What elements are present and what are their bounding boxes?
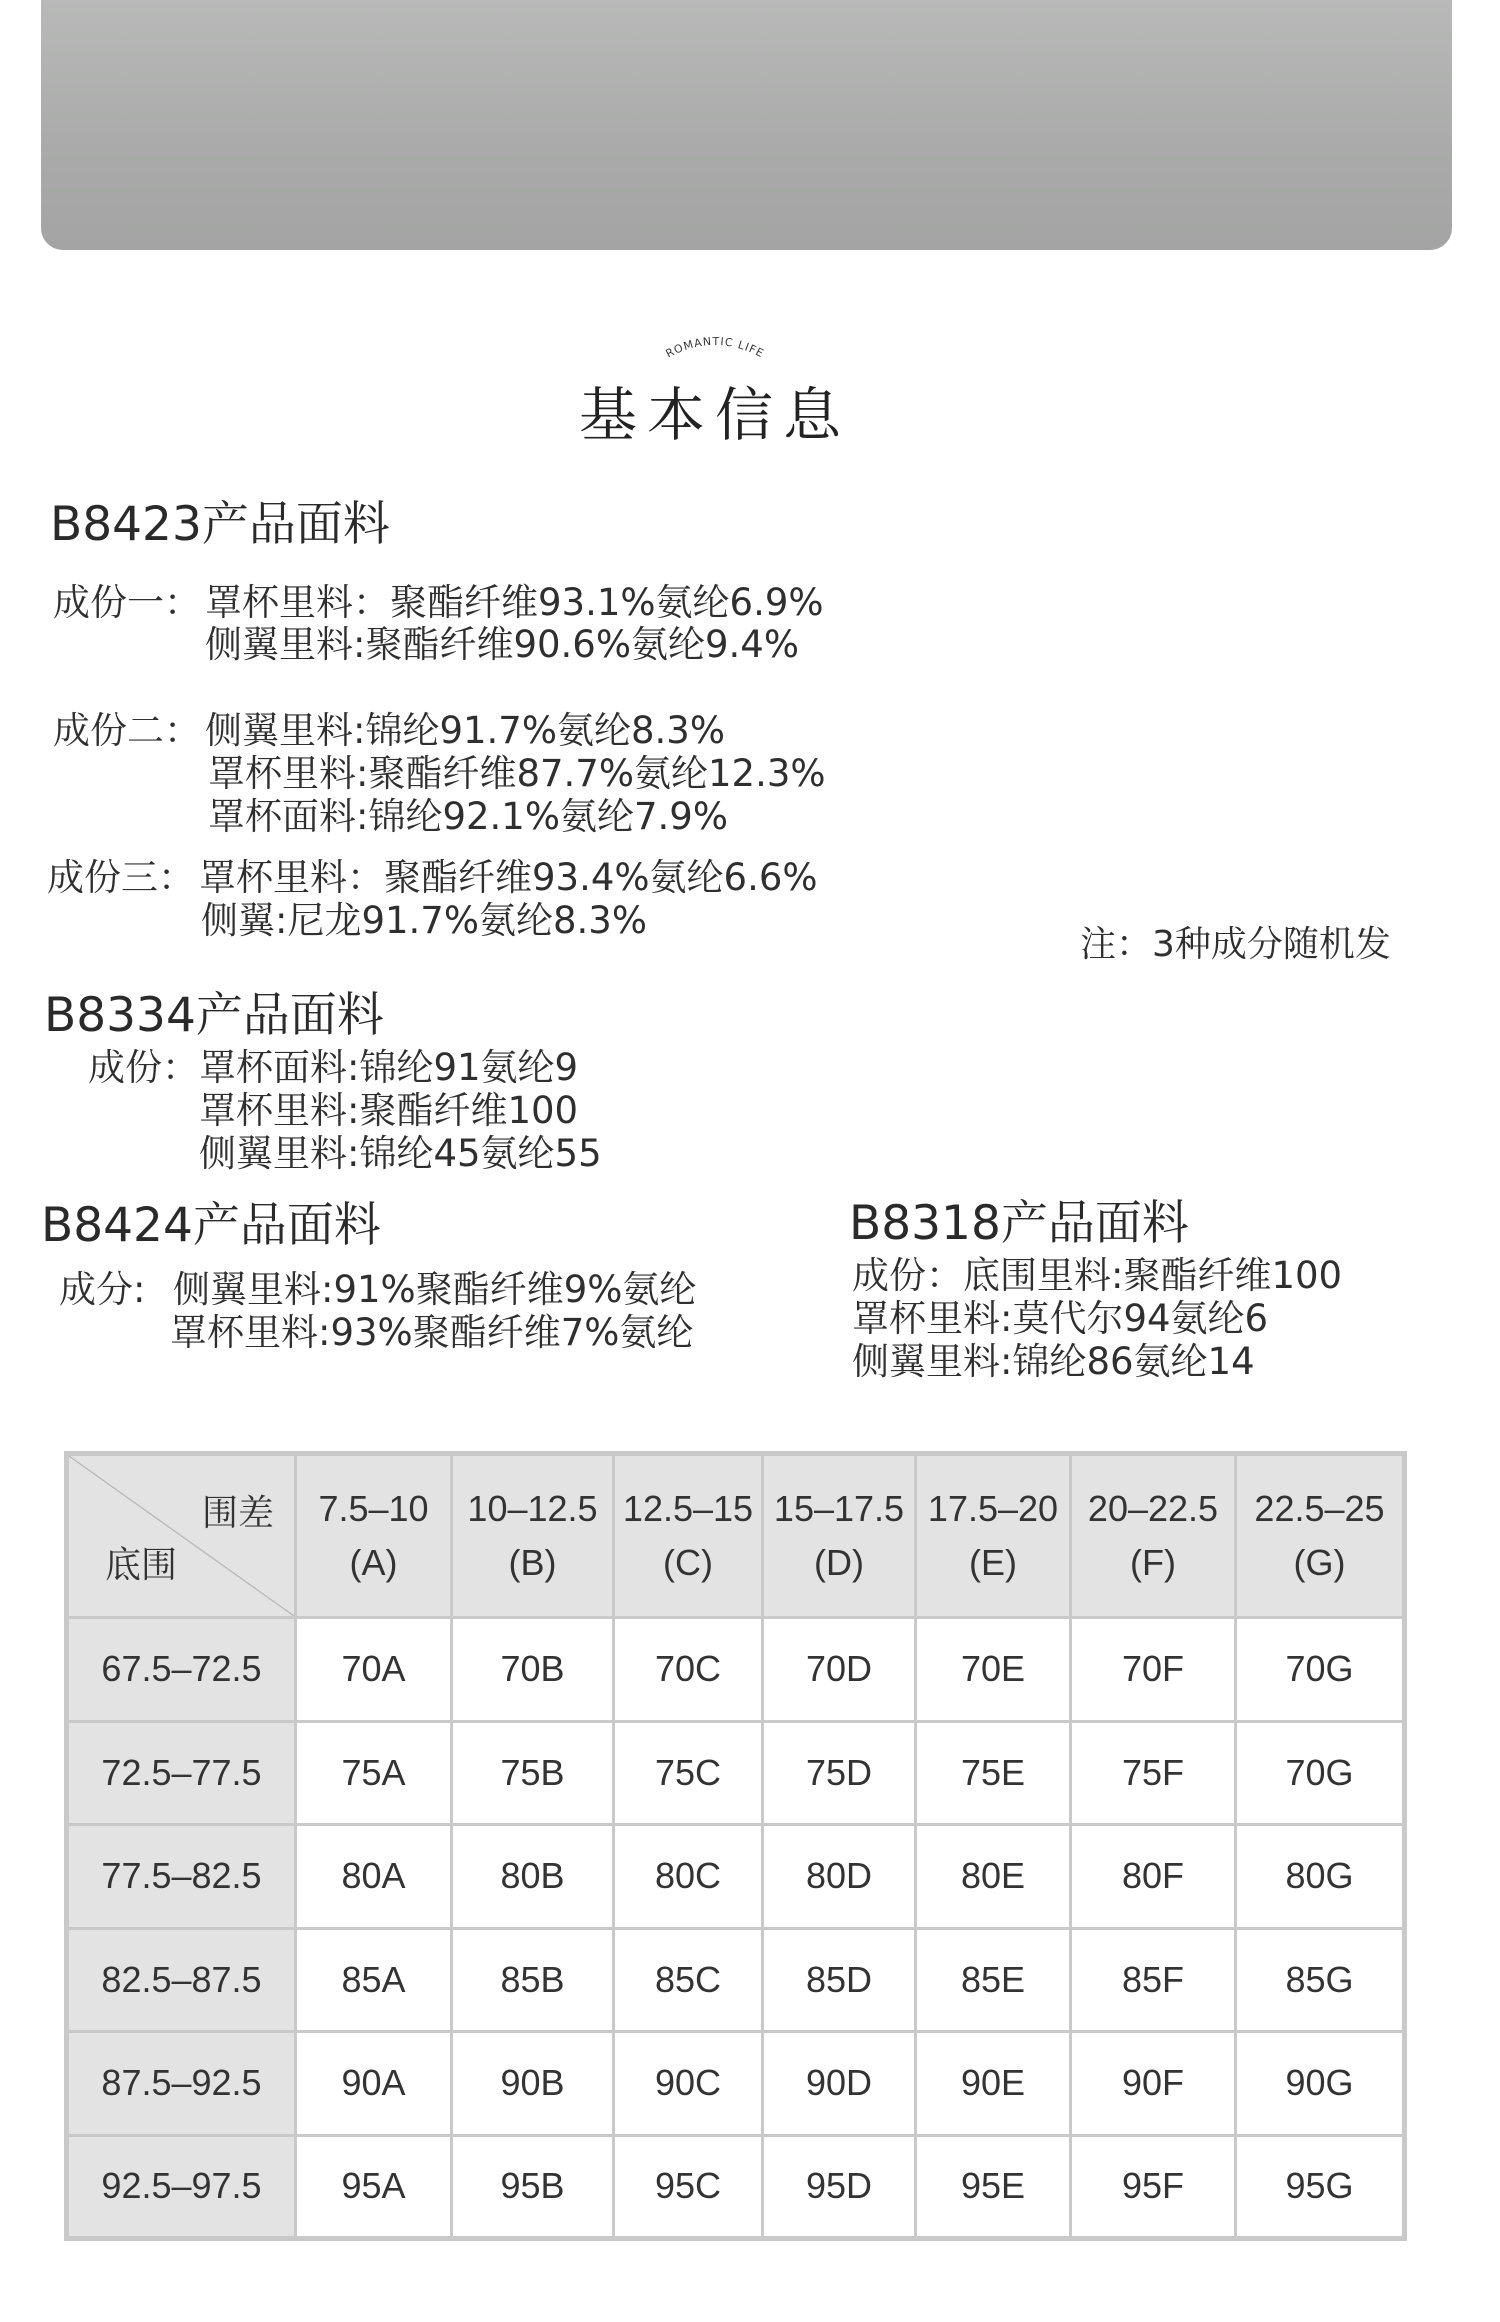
table-row: [67, 1825, 1405, 1929]
underbust-range-cell: 82.5–87.5: [67, 1928, 296, 2032]
underbust-range-cell: 67.5–72.5: [67, 1618, 296, 1722]
size-cell: 95G: [1236, 2135, 1405, 2239]
underbust-range-cell: 87.5–92.5: [67, 2032, 296, 2136]
column-header: 15–17.5 (D): [763, 1454, 916, 1618]
size-cell: 75B: [452, 1721, 614, 1825]
b8423-title: B8423产品面料: [50, 497, 390, 552]
underbust-range-cell: 77.5–82.5: [67, 1825, 296, 1929]
size-cell: 85A: [296, 1928, 452, 2032]
b8423-comp2-line1: 侧翼里料:锦纶91.7%氨纶8.3%: [205, 709, 726, 752]
size-cell: 90E: [916, 2032, 1071, 2136]
table-row: [67, 1721, 1405, 1825]
corner-cell: [67, 1454, 296, 1618]
b8318-line2: 罩杯里料:莫代尔94氨纶6: [852, 1297, 1269, 1340]
size-cell: 95A: [296, 2135, 452, 2239]
size-cell: 80A: [296, 1825, 452, 1929]
size-cell: 75F: [1071, 1721, 1236, 1825]
size-cell: 70B: [452, 1618, 614, 1722]
size-cell: 85F: [1071, 1928, 1236, 2032]
random-composition-note: 注：3种成分随机发: [1080, 924, 1391, 965]
size-cell: 75D: [763, 1721, 916, 1825]
table-row: [67, 2032, 1405, 2136]
size-cell: 70F: [1071, 1618, 1236, 1722]
b8334-line1: 罩杯面料:锦纶91氨纶9: [199, 1046, 579, 1089]
size-cell: 90G: [1236, 2032, 1405, 2136]
size-cell: 95C: [614, 2135, 763, 2239]
size-cell: 95D: [763, 2135, 916, 2239]
b8423-comp1-line1: 罩杯里料：聚酯纤维93.1%氨纶6.9%: [205, 581, 824, 624]
section-header: [0, 320, 1500, 450]
size-cell: 90F: [1071, 2032, 1236, 2136]
b8423-comp2-label: 成份二：: [53, 709, 201, 752]
b8334-title: B8334产品面料: [44, 988, 384, 1043]
size-cell: 70G: [1236, 1721, 1405, 1825]
b8318-line1: 成份：底围里料:聚酯纤维100: [852, 1254, 1343, 1297]
size-cell: 85C: [614, 1928, 763, 2032]
size-cell: 90D: [763, 2032, 916, 2136]
size-cell: 75E: [916, 1721, 1071, 1825]
b8424-title: B8424产品面料: [41, 1198, 381, 1253]
size-cell: 95E: [916, 2135, 1071, 2239]
size-cell: 70E: [916, 1618, 1071, 1722]
size-cell: 70G: [1236, 1618, 1405, 1722]
b8424-label: 成分:: [59, 1268, 146, 1311]
table-row: [67, 1618, 1405, 1722]
table-row: [67, 2135, 1405, 2239]
size-cell: 80D: [763, 1825, 916, 1929]
size-cell: 75A: [296, 1721, 452, 1825]
size-cell: 70D: [763, 1618, 916, 1722]
column-header: 17.5–20 (E): [916, 1454, 1071, 1618]
b8334-line2: 罩杯里料:聚酯纤维100: [199, 1089, 579, 1132]
size-cell: 85D: [763, 1928, 916, 2032]
size-cell: 80G: [1236, 1825, 1405, 1929]
column-header: 10–12.5 (B): [452, 1454, 614, 1618]
size-cell: 90A: [296, 2032, 452, 2136]
size-cell: 95B: [452, 2135, 614, 2239]
b8334-label: 成份：: [88, 1046, 199, 1089]
size-cell: 90C: [614, 2032, 763, 2136]
column-header: 7.5–10 (A): [296, 1454, 452, 1618]
page-title: 基本信息: [578, 381, 851, 449]
b8424-line2: 罩杯里料:93%聚酯纤维7%氨纶: [170, 1311, 694, 1354]
column-header: 20–22.5 (F): [1071, 1454, 1236, 1618]
b8423-comp1-line2: 侧翼里料:聚酯纤维90.6%氨纶9.4%: [205, 623, 800, 666]
b8423-comp2-line3: 罩杯面料:锦纶92.1%氨纶7.9%: [208, 795, 729, 838]
b8423-comp3-line1: 罩杯里料：聚酯纤维93.4%氨纶6.6%: [199, 856, 818, 899]
b8423-comp3-line2: 侧翼:尼龙91.7%氨纶8.3%: [201, 899, 648, 942]
b8318-title: B8318产品面料: [849, 1196, 1189, 1251]
size-cell: 70C: [614, 1618, 763, 1722]
b8334-line3: 侧翼里料:锦纶45氨纶55: [199, 1132, 602, 1175]
cup-difference-label: 围差: [201, 1492, 274, 1533]
size-cell: 70A: [296, 1618, 452, 1722]
product-photo-banner: [41, 0, 1452, 250]
size-cell: 75C: [614, 1721, 763, 1825]
size-cell: 85B: [452, 1928, 614, 2032]
size-cell: 80C: [614, 1825, 763, 1929]
size-cell: 90B: [452, 2032, 614, 2136]
size-cell: 85E: [916, 1928, 1071, 2032]
size-chart-table: [64, 1451, 1407, 2241]
b8423-comp1-label: 成份一：: [53, 581, 201, 624]
b8318-line3: 侧翼里料:锦纶86氨纶14: [852, 1340, 1255, 1383]
underbust-range-cell: 92.5–97.5: [67, 2135, 296, 2239]
size-cell: 80E: [916, 1825, 1071, 1929]
table-header-row: [67, 1454, 1405, 1618]
underbust-range-cell: 72.5–77.5: [67, 1721, 296, 1825]
size-cell: 80F: [1071, 1825, 1236, 1929]
table-row: [67, 1928, 1405, 2032]
size-cell: 95F: [1071, 2135, 1236, 2239]
tagline: ROMANTIC LIFE: [663, 334, 767, 361]
b8424-line1: 侧翼里料:91%聚酯纤维9%氨纶: [173, 1268, 697, 1311]
column-header: 22.5–25 (G): [1236, 1454, 1405, 1618]
svg-text:ROMANTIC LIFE: [664, 335, 767, 360]
size-cell: 85G: [1236, 1928, 1405, 2032]
b8423-comp3-label: 成份三：: [47, 856, 195, 899]
b8423-comp2-line2: 罩杯里料:聚酯纤维87.7%氨纶12.3%: [208, 752, 826, 795]
underbust-label: 底围: [105, 1544, 178, 1585]
column-header: 12.5–15 (C): [614, 1454, 763, 1618]
size-cell: 80B: [452, 1825, 614, 1929]
